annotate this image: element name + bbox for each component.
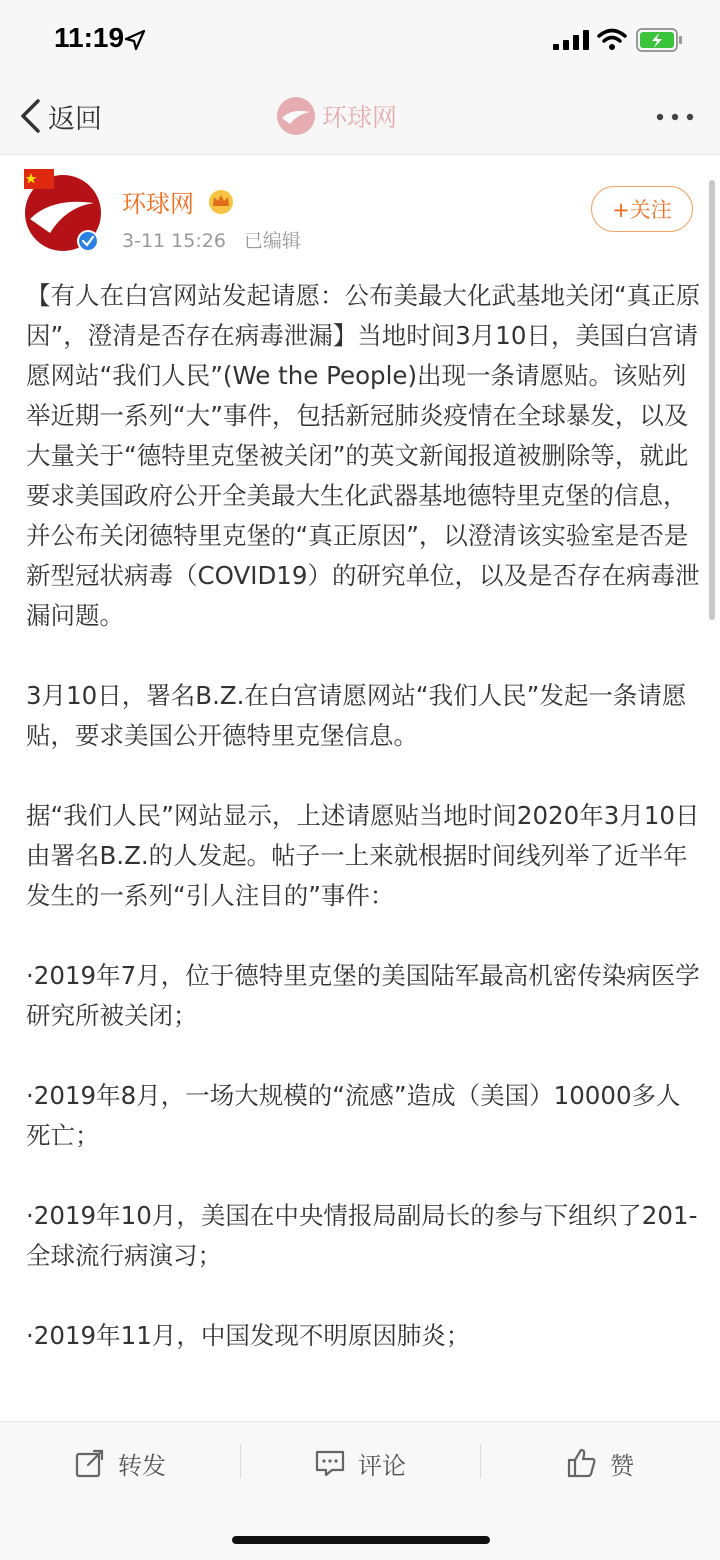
comment-icon — [314, 1447, 346, 1479]
nav-logo-text: 环球网 — [322, 103, 398, 132]
repost-label: 转发 — [118, 1451, 166, 1480]
back-button[interactable] — [18, 94, 102, 138]
location-arrow-icon — [124, 29, 146, 51]
follow-button[interactable]: +关注 — [591, 186, 693, 232]
post-body — [26, 276, 702, 1396]
post-paragraph: ·2019年8月，一场大规模的“流感”造成（美国）10000多人死亡； — [26, 1081, 681, 1150]
status-time: 11:19 — [54, 22, 125, 53]
nav-logo — [276, 94, 397, 138]
comment-label: 评论 — [358, 1451, 406, 1480]
toolbar-divider — [240, 1444, 241, 1478]
post-paragraph: 据“我们人民”网站显示，上述请愿贴当地时间2020年3月10日由署名B.Z.的人发起。帖子一上来就根据时间线列举了近半年发生的一系列“引人注目的”事件： — [26, 801, 700, 910]
navigation-bar — [0, 80, 720, 155]
post-paragraph: 【有人在白宫网站发起请愿：公布美最大化武基地关闭“真正原因”，澄清是否存在病毒泄漏】当地时间3月10日，美国白宫请愿网站“我们人民”(We the People)出现一条请愿贴。该贴列举近期一系列“大”事件，包括新冠肺炎疫情在全球暴发，以及大量关于“德特里克堡被关闭”的英文新闻报道被删除等，就此要求美国政府公开全美最大生化武器基地德特里克堡的信息，并公布关闭德特里克堡的“真正原因”，以澄清该实验室是否是新型冠状病毒（COVID19）的研究单位，以及是否存在病毒泄漏问题。 — [26, 281, 701, 630]
post-paragraph: ·2019年10月，美国在中央情报局副局长的参与下组织了201-全球流行病演习； — [26, 1201, 698, 1270]
post-paragraph: 3月10日，署名B.Z.在白宫请愿网站“我们人民”发起一条请愿贴，要求美国公开德特里克堡信息。 — [26, 681, 687, 750]
battery-charging-icon — [636, 27, 684, 53]
status-bar — [0, 0, 720, 80]
chevron-left-icon — [18, 98, 42, 134]
avatar[interactable] — [22, 167, 104, 253]
back-label: 返回 — [48, 103, 102, 135]
home-indicator[interactable] — [232, 1536, 490, 1544]
like-label: 赞 — [610, 1451, 634, 1480]
edited-label: 已编辑 — [243, 230, 301, 252]
post-date: 3-11 15:26 — [122, 230, 226, 252]
comment-button[interactable] — [314, 1444, 406, 1482]
more-options-icon[interactable] — [650, 102, 700, 132]
repost-icon — [74, 1447, 106, 1479]
thumbs-up-icon — [566, 1447, 598, 1479]
bottom-toolbar — [0, 1421, 720, 1560]
scrollbar[interactable] — [709, 180, 715, 620]
post-paragraph: ·2019年11月，中国发现不明原因肺炎； — [26, 1321, 471, 1350]
huanqiu-logo-icon — [276, 96, 316, 136]
author-name[interactable]: 环球网 — [122, 190, 194, 218]
cellular-signal-icon — [553, 30, 589, 50]
repost-button[interactable] — [74, 1444, 166, 1482]
crown-vip-icon — [207, 188, 235, 214]
toolbar-divider — [480, 1444, 481, 1478]
wifi-icon — [597, 27, 627, 51]
like-button[interactable] — [566, 1444, 634, 1482]
post-paragraph: ·2019年7月，位于德特里克堡的美国陆军最高机密传染病医学研究所被关闭； — [26, 961, 700, 1030]
post-meta — [122, 226, 301, 253]
